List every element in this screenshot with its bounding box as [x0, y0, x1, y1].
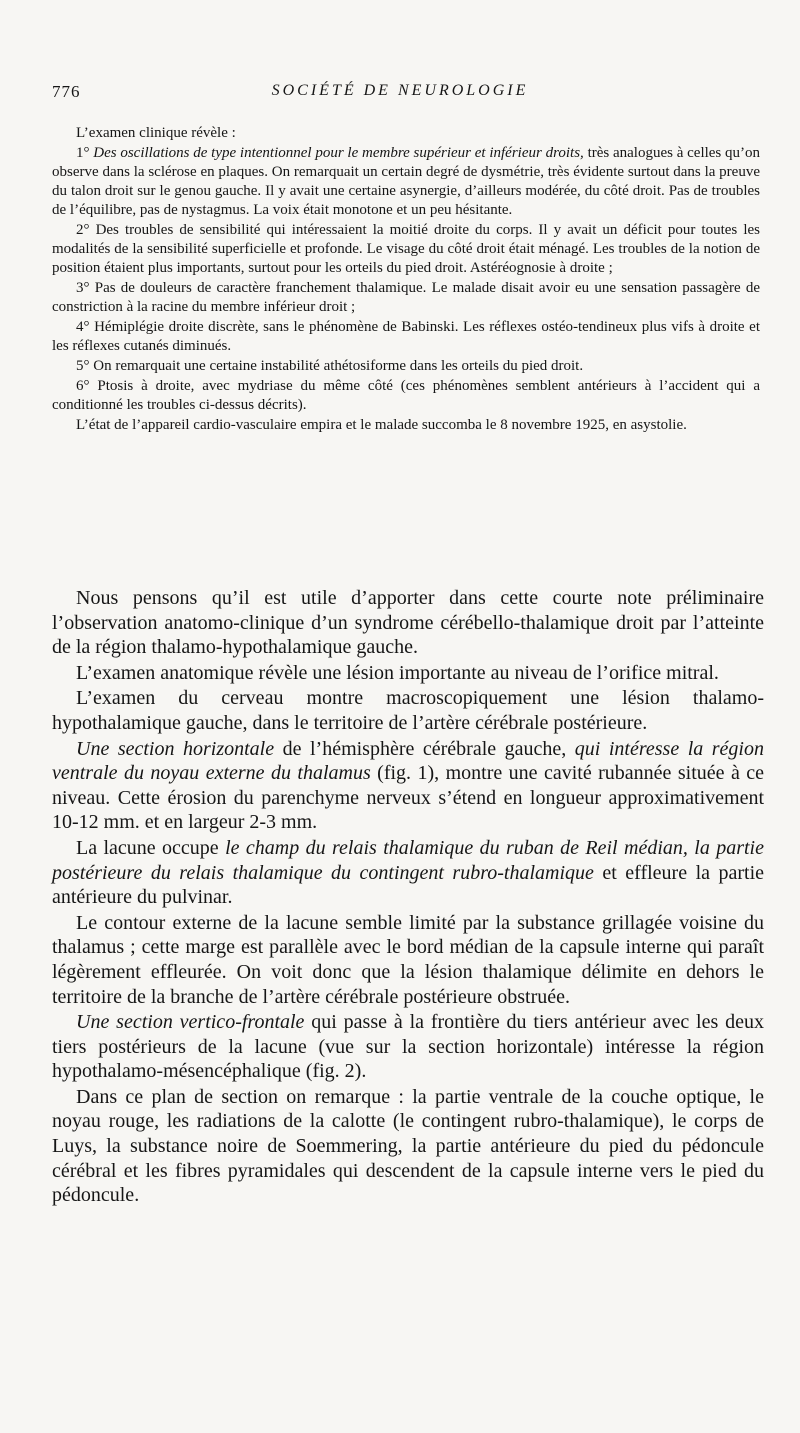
clinical-outcome: L’état de l’appareil cardio-vasculaire empira et le malade succomba le 8 novembre 1925, en asystolie. — [76, 417, 687, 433]
clinical-findings — [52, 124, 760, 436]
discussion-body — [52, 586, 764, 1209]
discussion-paragraph-6: Le contour externe de la lacune semble limité par la substance grillagée voisine du thalamus ; cette marge est parallèle avec le bord médian de la capsule interne qui paraît légèrement effleurée. On voit donc que la lésion thalamique délimite en dehors le territoire de la branche de l’artère cérébrale postérieure obstruée. — [52, 911, 764, 1008]
discussion-paragraph-7 — [52, 1010, 764, 1084]
italic-phrase: le champ du relais thalamique du ruban de Reil médian, la partie postérieure du relais thalamique du contingent rubro-thalamique — [52, 836, 764, 884]
plain-phrase: de l’hémisphère cérébrale gauche, — [274, 737, 575, 760]
item-title: Des oscillations de type intentionnel pour le membre supérieur et inférieur droits, — [93, 145, 584, 161]
clinical-item-4: 4° Hémiplégie droite discrète, sans le phénomène de Babinski. Les réflexes ostéo-tendineux plus vifs à droite et les réflexes cutanés diminués. — [52, 319, 760, 354]
discussion-paragraph-2: L’examen anatomique révèle une lésion importante au niveau de l’orifice mitral. — [76, 661, 719, 684]
italic-phrase: Une section horizontale — [76, 737, 275, 760]
clinical-item-2: 2° Des troubles de sensibilité qui intéressaient la moitié droite du corps. Il y avait un déficit pour toutes les modalités de la sensibilité superficielle et profonde. Le visage du côté droit était ménagé. Les troubles de la notion de position étaient plus importants, surtout pour les orteils du pied droit. Astéréognosie à droite ; — [52, 222, 760, 276]
plain-phrase: La lacune occupe — [76, 836, 226, 859]
discussion-paragraph-3: L’examen du cerveau montre macroscopiquement une lésion thalamo-hypothalamique gauche, dans le territoire de l’artère cérébrale postérieure. — [52, 687, 764, 734]
clinical-item-1 — [52, 144, 760, 220]
discussion-paragraph-1: Nous pensons qu’il est utile d’apporter dans cette courte note préliminaire l’observation anatomo-clinique d’un syndrome cérébello-thalamique droit par l’atteinte de la région thalamo-hypothalamique gauche. — [52, 587, 764, 659]
discussion-paragraph-4 — [52, 737, 764, 835]
plain-phrase: qui passe à la frontière du tiers antérieur avec les deux tiers postérieurs de la lacune (vue sur la section horizontale) intéresse la région hypothalamo-mésencéphalique (fig. 2). — [52, 1011, 764, 1083]
clinical-item-6: 6° Ptosis à droite, avec mydriase du même côté (ces phénomènes semblent antérieurs à l’accident qui a conditionné les troubles ci-dessus décrits). — [52, 378, 760, 413]
item-number: 1° — [76, 145, 90, 161]
clinical-intro: L’examen clinique révèle : — [76, 125, 236, 141]
running-title: SOCIÉTÉ DE NEUROLOGIE — [271, 82, 529, 99]
italic-phrase: qui intéresse la région ventrale du noyau externe du thalamus — [52, 737, 764, 785]
item-text: très analogues à celles qu’on observe dans la sclérose en plaques. On remarquait un certain degré de dysmétrie, très évidente surtout dans la preuve du talon droit sur le genou gauche. Il y avait une certaine asynergie, d’ailleurs modérée, du côté droit. Pas de troubles de l’équilibre, pas de nystagmus. La voix était monotone et un peu hésitante. — [52, 145, 761, 218]
discussion-paragraph-5 — [52, 836, 764, 910]
clinical-item-5: 5° On remarquait une certaine instabilité athétosiforme dans les orteils du pied droit. — [76, 358, 584, 374]
italic-phrase: Une section vertico-frontale — [76, 1011, 305, 1034]
plain-phrase: et effleure la partie antérieure du pulvinar. — [52, 861, 765, 909]
page-number: 776 — [52, 82, 81, 101]
clinical-item-3: 3° Pas de douleurs de caractère franchement thalamique. Le malade disait avoir eu une sensation passagère de constriction à la racine du membre inférieur droit ; — [52, 280, 760, 315]
plain-phrase: (fig. 1), montre une cavité rubannée située à ce niveau. Cette érosion du parenchyme nerveux s’étend en longueur approximativement 10-12 mm. et en largeur 2-3 mm. — [52, 762, 764, 834]
discussion-paragraph-8: Dans ce plan de section on remarque : la partie ventrale de la couche optique, le noyau rouge, les radiations de la calotte (le contingent rubro-thalamique), le corps de Luys, la substance noire de Soemmering, la partie antérieure du pied du pédoncule cérébral et les fibres pyramidales qui descendent de la capsule interne vers le pied du pédoncule. — [52, 1085, 764, 1207]
page-header — [0, 82, 800, 106]
